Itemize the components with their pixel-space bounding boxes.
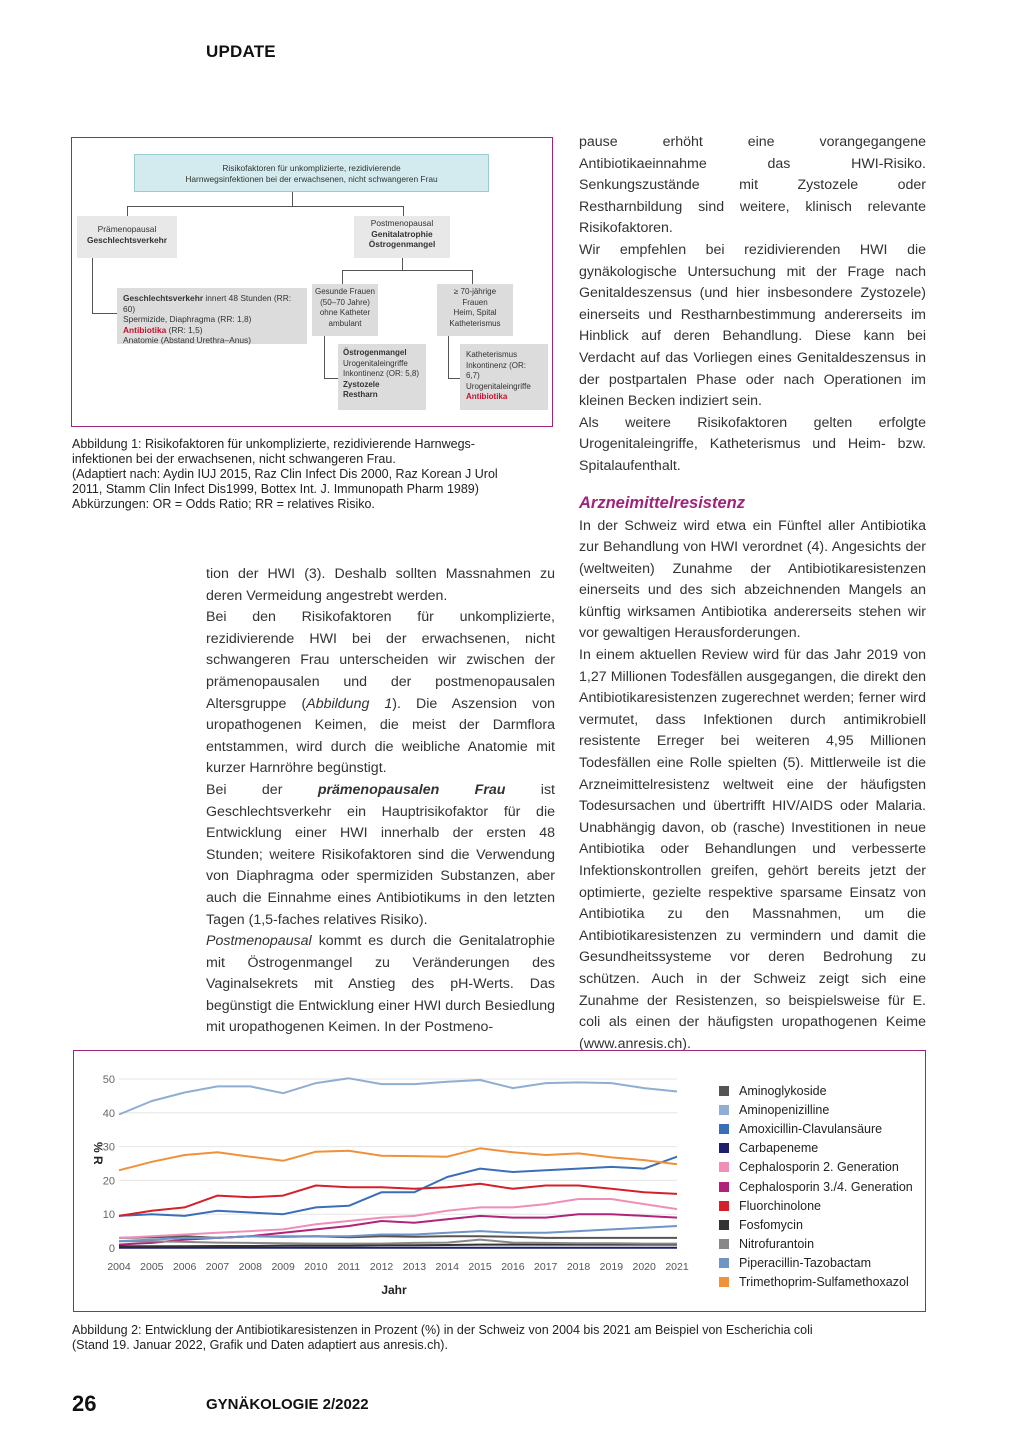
section-header: UPDATE [206, 42, 276, 61]
x-tick-label: 2008 [238, 1261, 262, 1273]
x-tick-label: 2013 [402, 1261, 427, 1273]
fig1-elderly-women-box: ≥ 70-jährige Frauen Heim, Spital Katheterismus [437, 284, 513, 336]
fig1-premenopausal-box: Prämenopausal Geschlechtsverkehr [77, 216, 177, 258]
legend-item [719, 1119, 913, 1138]
journal-name: GYNÄKOLOGIE 2/2022 [206, 1396, 369, 1413]
legend-swatch [719, 1162, 729, 1172]
y-axis-label: % R [91, 1142, 105, 1165]
legend-swatch [719, 1105, 729, 1115]
legend-label: Fluorchinolone [739, 1198, 821, 1213]
legend-item [719, 1081, 913, 1100]
figure-1-frame [71, 137, 553, 427]
x-tick-label: 2021 [665, 1261, 689, 1273]
x-tick-label: 2015 [468, 1261, 492, 1273]
legend-label: Trimethoprim-Sulfamethoxazol [739, 1275, 909, 1290]
legend-item [719, 1139, 913, 1158]
x-tick-label: 2010 [304, 1261, 328, 1273]
legend-swatch [719, 1086, 729, 1096]
fig1-elderly-detail: Katheterismus Inkontinenz (OR: 6,7) Urogenitaleingriffe Antibiotika [460, 344, 548, 410]
x-tick-label: 2007 [205, 1261, 230, 1273]
legend-swatch [719, 1143, 729, 1153]
legend-label: Nitrofurantoin [739, 1237, 815, 1252]
legend-swatch [719, 1277, 729, 1287]
x-tick-label: 2020 [632, 1261, 656, 1273]
series-line [119, 1240, 677, 1244]
legend-item [719, 1273, 913, 1292]
fig1-healthy-detail: Östrogenmangel Urogenitaleingriffe Inkontinenz (OR: 5,8) Zystozele Restharn [338, 344, 426, 410]
legend-item [719, 1100, 913, 1119]
y-tick-label: 40 [102, 1107, 115, 1120]
fig1-postmenopausal-box: Postmenopausal Genitalatrophie Östrogenmangel [354, 216, 450, 258]
fig1-healthy-women-box: Gesunde Frauen (50–70 Jahre) ohne Katheter ambulant [312, 284, 378, 336]
series-line [119, 1245, 677, 1247]
x-tick-label: 2018 [566, 1261, 591, 1273]
chart-legend [719, 1081, 913, 1292]
legend-label: Cephalosporin 2. Generation [739, 1160, 899, 1175]
legend-item [719, 1215, 913, 1234]
y-tick-label: 50 [102, 1074, 115, 1086]
figure-1-caption: Abbildung 1: Risikofaktoren für unkomplizierte, rezidivierende Harnwegs- infektionen bei der erwachsenen, nicht schwangeren Frau. (Adaptiert nach: Aydin IUJ 2015, Raz Clin Infect Dis 2000, Raz Korean J Urol 2011, Stamm Clin Infect Dis1999, Bottex Int. J. Immunopath Pharm 1989) Abkürzungen: OR = Odds Ratio; RR = relatives Risiko. [72, 437, 498, 511]
page-number: 26 [72, 1391, 97, 1416]
x-tick-label: 2019 [599, 1261, 624, 1273]
legend-swatch [719, 1258, 729, 1268]
legend-item [719, 1235, 913, 1254]
legend-item [719, 1254, 913, 1273]
body-column-right: pause erhöht eine vorangegangene Antibiotikaeinnahme das HWI-Risiko. Senkungszustände mit Zystozele oder Restharnbildung sind weitere, klinisch relevante Risikofaktoren. Wir empfehlen bei rezidivierenden HWI die gynäkologische Untersuchung mit der Frage nach Genitaldeszensus (und hier insbesondere Zystozele) einerseits und Restharnbestimmung andererseits im Hinblick auf deren Behandlung. Diese kann bei Verdacht auf das Vorliegen eines Genitaldeszensus in der postpartalen Phase oder nach Operationen im kleinen Becken indiziert sein. Als weitere Risikofaktoren gelten erfolgte Urogenitaleingriffe, Katheterismus und Heim- bzw. Spitalaufenthalt. Arzneimittelresistenz In der Schweiz wird etwa ein Fünftel aller Antibiotika zur Behandlung von HWI verordnet (4). Angesichts der (weltweiten) Zunahme der Antibiotikaresistenzen einerseits und des sich abzeichnenden Mangels an künftig wirksamen Antibiotika andererseits stehen wir vor gewaltigen Herausforderungen. In einem aktuellen Review wird für das Jahr 2019 von 1,27 Millionen Todesfällen ausgegangen, die direkt den Antibiotikaresistenzen zugerechnet werden; ferner wird vermutet, dass Infektionen durch antimikrobiell resistente Erreger bei weiteren 4,95 Millionen Todesfällen eine Rolle spielten (5). Mittlerweile ist die Arzneimittelresistenz weltweit eine der häufigsten Todesursachen und übertrifft HIV/AIDS oder Malaria. Unabhängig davon, ob (rasche) Investitionen in neue Antibiotika oder Behandlungen und verbesserte Infektionskontrollen greifen, gehört bereits jetzt der optimierte, gezielte respektive sparsame Einsatz von Antibiotika zu den Massnahmen, um die Antibiotikaresistenzen zu vermindern und damit die Gesundheitssysteme vor deren Bedrohung zu schützen. Auch in der Schweiz zeigt sich eine Zunahme der Resistenzen, so beispielsweise für E. coli als einen der häufigsten uropathogenen Keime (www.anresis.ch). [579, 134, 926, 1052]
legend-swatch [719, 1124, 729, 1134]
x-tick-label: 2014 [435, 1261, 459, 1273]
x-axis-label: Jahr [381, 1283, 407, 1297]
x-tick-label: 2005 [140, 1261, 164, 1273]
y-tick-label: 0 [108, 1243, 115, 1255]
legend-label: Cephalosporin 3./4. Generation [739, 1179, 913, 1194]
y-tick-label: 30 [102, 1141, 115, 1154]
x-tick-label: 2009 [271, 1261, 295, 1273]
series-line [119, 1078, 677, 1114]
legend-label: Aminopenizilline [739, 1102, 830, 1117]
y-tick-label: 10 [102, 1209, 115, 1222]
legend-label: Piperacillin-Tazobactam [739, 1256, 872, 1271]
x-tick-label: 2006 [172, 1261, 197, 1273]
legend-label: Aminoglykoside [739, 1083, 827, 1098]
x-tick-label: 2004 [107, 1261, 131, 1273]
x-tick-label: 2017 [534, 1261, 558, 1273]
legend-swatch [719, 1239, 729, 1249]
section-heading: Arzneimittelresistenz [579, 493, 745, 512]
series-line [119, 1199, 677, 1238]
figure-2-caption: Abbildung 2: Entwicklung der Antibiotikaresistenzen in Prozent (%) in der Schweiz von 2004 bis 2021 am Beispiel von Escherichia coli (Stand 19. Januar 2022, Grafik und Daten adaptiert aus anresis.ch). [72, 1323, 813, 1352]
body-column-middle: tion der HWI (3). Deshalb sollten Massnahmen zu deren Vermeidung angestrebt werden. Bei den Risikofaktoren für unkomplizierte, rezidivierende HWI bei der erwachsenen, nicht schwangeren Frau unterscheiden wir zwischen der prämenopausalen und der postmenopausalen Altersgruppe (Abbildung 1). Die Aszension von uropathogenen Keimen, die meist der Darmflora entstammen, wird durch die weibliche Anatomie mit kurzer Harnröhre begünstigt. Bei der prämenopausalen Frau ist Geschlechtsverkehr ein Hauptrisikofaktor für die Entwicklung einer HWI innerhalb der ersten 48 Stunden; weitere Risikofaktoren sind die Verwendung von Diaphragma oder spermiziden Substanzen, aber auch die Einnahme eines Antibiotikums in den letzten Tagen (1,5-faches relatives Risiko). Postmenopausal kommt es durch die Genitalatrophie mit Östrogenmangel zu Veränderungen des Vaginalsekrets mit Anstieg des pH-Werts. Das begünstigt die Entwicklung einer HWI durch Besiedlung mit uropathogenen Keimen. In der Postmeno- [206, 566, 555, 1036]
fig1-premenopausal-detail: Geschlechtsverkehr innert 48 Stunden (RR: 60) Spermizide, Diaphragma (RR: 1,8) Antibiotika (RR: 1,5) Anatomie (Abstand Urethra–Anus) [117, 288, 307, 344]
y-tick-label: 20 [102, 1175, 115, 1188]
resistance-line-chart [74, 1051, 714, 1311]
legend-swatch [719, 1182, 729, 1192]
x-tick-label: 2011 [337, 1261, 361, 1273]
legend-label: Fosfomycin [739, 1217, 803, 1232]
fig1-top-box: Risikofaktoren für unkomplizierte, rezidivierende Harnwegsinfektionen bei der erwachsenen, nicht schwangeren Frau [134, 154, 489, 192]
legend-item [719, 1196, 913, 1215]
legend-label: Carbapeneme [739, 1141, 819, 1156]
x-tick-label: 2012 [369, 1261, 394, 1273]
x-tick-label: 2016 [501, 1261, 525, 1273]
legend-item [719, 1177, 913, 1196]
legend-label: Amoxicillin-Clavulansäure [739, 1121, 883, 1136]
legend-swatch [719, 1201, 729, 1211]
legend-swatch [719, 1220, 729, 1230]
legend-item [719, 1158, 913, 1177]
